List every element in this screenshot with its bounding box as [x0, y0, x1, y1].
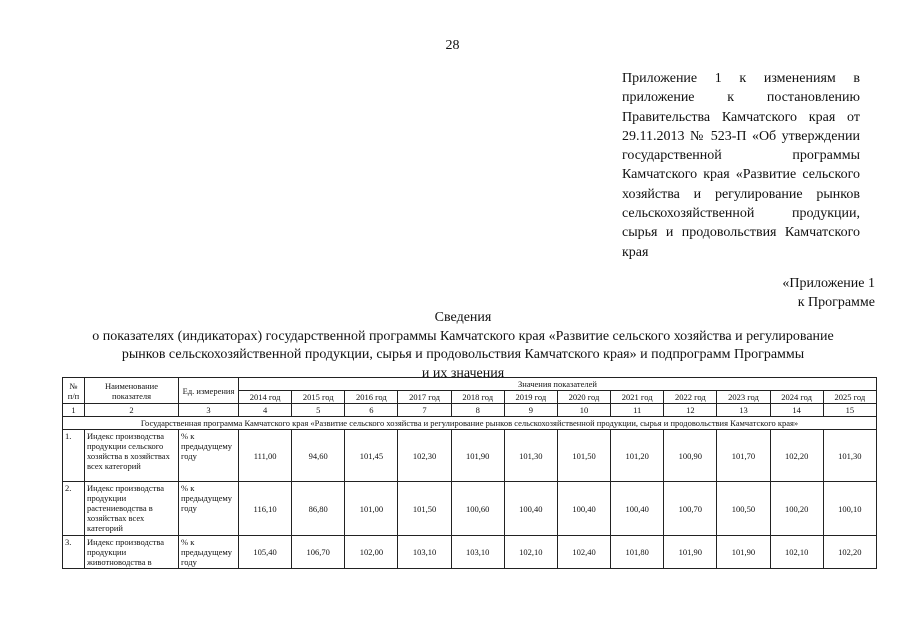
value-cell: 100,20: [770, 482, 823, 536]
header-year: 2022 год: [664, 391, 717, 404]
value-cell: 101,50: [398, 482, 451, 536]
header-year: 2018 год: [451, 391, 504, 404]
value-cell: 101,80: [611, 536, 664, 569]
document-title: [40, 309, 886, 383]
column-number: 1: [63, 404, 85, 417]
title-line-2: рынков сельскохозяйственной продукции, сырья и продовольствия Камчатского края» и подпрограмм Программы: [121, 347, 805, 362]
indicator-name: Индекс производства продукции сельского хозяйства в хозяйствах всех категорий: [85, 430, 179, 482]
column-number: 15: [823, 404, 876, 417]
table-row: [63, 536, 877, 569]
value-cell: 101,45: [345, 430, 398, 482]
value-cell: 101,50: [557, 430, 610, 482]
column-number: 9: [504, 404, 557, 417]
value-cell: 94,60: [292, 430, 345, 482]
value-cell: 102,40: [557, 536, 610, 569]
column-number: 6: [345, 404, 398, 417]
value-cell: 100,40: [504, 482, 557, 536]
header-num: № п/п: [63, 378, 85, 404]
header-unit: Ед. измерения: [179, 378, 239, 404]
title-line-3: и их значения: [421, 365, 505, 381]
value-cell: 101,90: [451, 430, 504, 482]
header-year: 2025 год: [823, 391, 876, 404]
table-row: [63, 430, 877, 482]
unit-cell: % к предыдущему году: [179, 482, 239, 536]
table-row: [63, 482, 877, 536]
section-title: Государственная программа Камчатского края «Развитие сельского хозяйства и регулирование рынков сельскохозяйственной продукции, сырья и продовольствия Камчатского края»: [63, 417, 877, 430]
unit-cell: % к предыдущему году: [179, 536, 239, 569]
value-cell: 102,30: [398, 430, 451, 482]
value-cell: 100,50: [717, 482, 770, 536]
header-year: 2019 год: [504, 391, 557, 404]
column-number: 14: [770, 404, 823, 417]
value-cell: 102,10: [770, 536, 823, 569]
row-number: 1.: [63, 430, 85, 482]
header-year: 2015 год: [292, 391, 345, 404]
value-cell: 100,60: [451, 482, 504, 536]
header-year: 2024 год: [770, 391, 823, 404]
program-reference-line-1: «Приложение 1: [782, 276, 875, 291]
value-cell: 106,70: [292, 536, 345, 569]
header-year: 2017 год: [398, 391, 451, 404]
header-year: 2021 год: [611, 391, 664, 404]
value-cell: 101,20: [611, 430, 664, 482]
value-cell: 100,40: [557, 482, 610, 536]
table-column-numbers-row: [63, 404, 877, 417]
column-number: 5: [292, 404, 345, 417]
column-number: 12: [664, 404, 717, 417]
column-number: 11: [611, 404, 664, 417]
value-cell: 102,20: [770, 430, 823, 482]
header-year: 2014 год: [239, 391, 292, 404]
column-number: 10: [557, 404, 610, 417]
indicator-name: Индекс производства продукции животноводства в: [85, 536, 179, 569]
table-header-row: [63, 378, 877, 391]
value-cell: 103,10: [451, 536, 504, 569]
program-reference-line-2: к Программе: [797, 295, 875, 310]
column-number: 2: [85, 404, 179, 417]
column-number: 3: [179, 404, 239, 417]
column-number: 8: [451, 404, 504, 417]
value-cell: 101,90: [717, 536, 770, 569]
header-name: Наименование показателя: [85, 378, 179, 404]
header-values-group: Значения показателей: [239, 378, 877, 391]
program-reference: [782, 274, 875, 312]
header-year: 2020 год: [557, 391, 610, 404]
indicator-name: Индекс производства продукции растениеводства в хозяйствах всех категорий: [85, 482, 179, 536]
value-cell: 105,40: [239, 536, 292, 569]
value-cell: 100,10: [823, 482, 876, 536]
row-number: 3.: [63, 536, 85, 569]
row-number: 2.: [63, 482, 85, 536]
value-cell: 111,00: [239, 430, 292, 482]
section-row: [63, 417, 877, 430]
column-number: 4: [239, 404, 292, 417]
value-cell: 100,70: [664, 482, 717, 536]
value-cell: 101,30: [823, 430, 876, 482]
value-cell: 86,80: [292, 482, 345, 536]
header-year: 2023 год: [717, 391, 770, 404]
value-cell: 116,10: [239, 482, 292, 536]
value-cell: 101,70: [717, 430, 770, 482]
value-cell: 103,10: [398, 536, 451, 569]
page-number: 28: [445, 38, 460, 53]
value-cell: 100,40: [611, 482, 664, 536]
appendix-note: Приложение 1 к изменениям в приложение к постановлению Правительства Камчатского края от 29.11.2013 № 523-П «Об утверждении государственной программы Камчатского края «Развитие сельского хозяйства и регулирование рынков сельскохозяйственной продукции, сырья и продовольствия Камчатского края: [622, 71, 860, 260]
value-cell: 102,20: [823, 536, 876, 569]
title-heading: Сведения: [434, 310, 492, 325]
value-cell: 101,90: [664, 536, 717, 569]
value-cell: 101,30: [504, 430, 557, 482]
unit-cell: % к предыдущему году: [179, 430, 239, 482]
value-cell: 101,00: [345, 482, 398, 536]
value-cell: 102,00: [345, 536, 398, 569]
column-number: 13: [717, 404, 770, 417]
indicators-table: [62, 377, 877, 569]
value-cell: 102,10: [504, 536, 557, 569]
column-number: 7: [398, 404, 451, 417]
title-line-1: о показателях (индикаторах) государственной программы Камчатского края «Развитие сельского хозяйства и регулирование: [92, 328, 834, 344]
value-cell: 100,90: [664, 430, 717, 482]
header-year: 2016 год: [345, 391, 398, 404]
